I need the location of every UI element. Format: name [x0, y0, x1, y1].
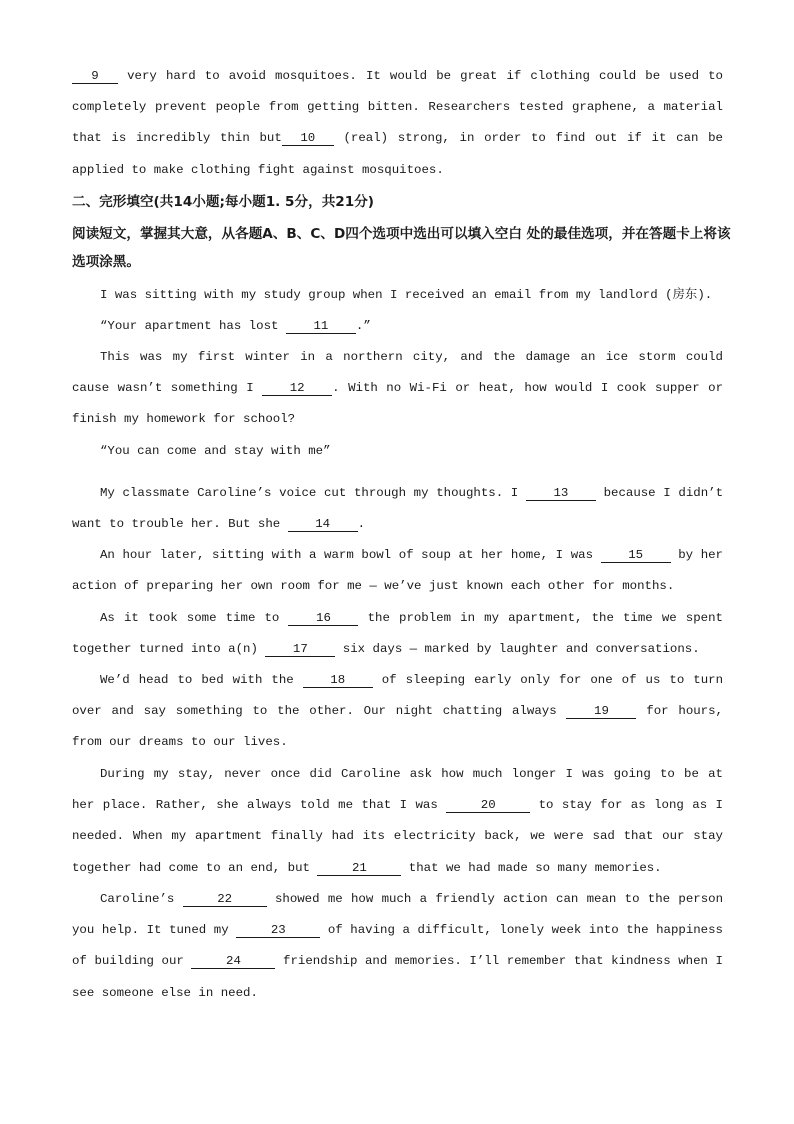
blank-16: 16 — [288, 611, 358, 626]
paragraph-4: “You can come and stay with me” — [100, 444, 331, 458]
blank-17: 17 — [265, 642, 335, 657]
section-heading: 二、完形填空(共14小题;每小题1. 5分，共21分) — [72, 194, 375, 210]
paragraph-10: Caroline’s 22 showed me how much a friendly action can mean to the person you help. It tuned my 23 of having a difficult, lonely week into the happiness of building our 24 friendship and memories. I’ll remember that kindness when I see someone else in need. — [72, 892, 724, 1000]
blank-20: 20 — [446, 798, 530, 813]
blank-22: 22 — [183, 892, 267, 907]
passage-paragraph-intro: 9 very hard to avoid mosquitoes. It would be great if clothing could be used to completely prevent people from getting bitten. Researchers tested graphene, a material that is incredibly thin but 10 (real) strong, in order to find out if it can be applied to make clothing fight against mosquitoes. — [72, 69, 723, 177]
paragraph-6: An hour later, sitting with a warm bowl of soup at her home, I was 15 by her action of preparing her own room for me — we’ve just known each other for months. — [72, 548, 723, 594]
blank-18: 18 — [303, 673, 373, 688]
paragraph-1: I was sitting with my study group when I received an email from my landlord (房东). — [100, 288, 713, 302]
section-instruction: 阅读短文，掌握其大意，从各题A、B、C、D四个选项中选出可以填入空白 处的最佳选项，并在答题卡上将该选项涂黑。 — [72, 226, 731, 270]
blank-13: 13 — [526, 486, 596, 501]
blank-11: 11 — [286, 319, 356, 334]
paragraph-9: During my stay, never once did Caroline ask how much longer I was going to be at her place. Rather, she always told me that I was 20 to stay for as long as I needed. When my apartment finally had its electricity back, we were sad that our stay together had come to an end, but 21 that we had made so many memories. — [72, 767, 723, 875]
paragraph-3: This was my first winter in a northern city, and the damage an ice storm could cause wasn’t something I 12 . With no Wi-Fi or heat, how would I cook supper or finish my homework for school? — [72, 350, 724, 427]
blank-24: 24 — [191, 954, 275, 969]
paragraph-7: As it took some time to 16 the problem in my apartment, the time we spent together turned into a(n) 17 six days — marked by laughter and conversations. — [72, 611, 723, 657]
paragraph-5: My classmate Caroline’s voice cut through my thoughts. I 13 because I didn’t want to trouble her. But she 14 . — [72, 486, 723, 532]
blank-14: 14 — [288, 517, 358, 532]
blank-19: 19 — [566, 704, 636, 719]
blank-15: 15 — [601, 548, 671, 563]
blank-12: 12 — [262, 381, 332, 396]
blank-10: 10 — [282, 131, 334, 146]
blank-23: 23 — [236, 923, 320, 938]
paragraph-2: “Your apartment has lost 11 .” — [100, 319, 371, 333]
blank-21: 21 — [317, 861, 401, 876]
paragraph-8: We’d head to bed with the 18 of sleeping early only for one of us to turn over and say something to the other. Our night chatting always 19 for hours, from our dreams to our lives. — [72, 673, 724, 750]
blank-9: 9 — [72, 69, 118, 84]
